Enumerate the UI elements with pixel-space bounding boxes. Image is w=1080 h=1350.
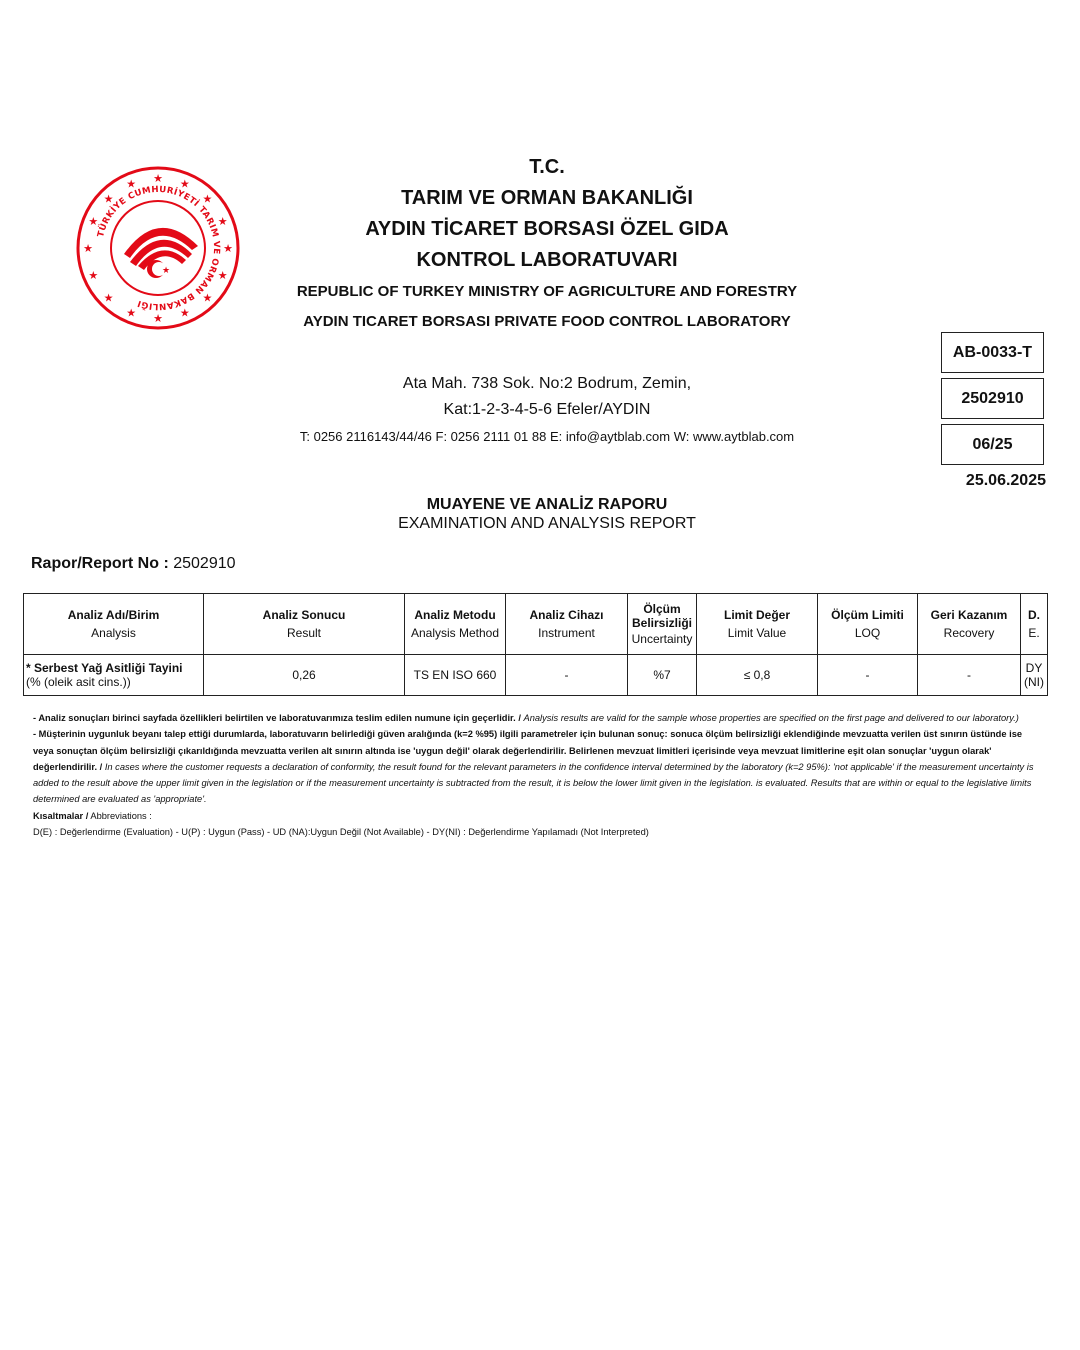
evaluation-cell: DY (NI) <box>1021 655 1048 696</box>
logo-star-icon: ★ <box>217 268 228 282</box>
results-table <box>23 593 1048 696</box>
header-evaluation: D. E. <box>1021 594 1048 655</box>
abbreviations-heading: Kısaltmalar / Abbreviations : <box>33 810 152 821</box>
analysis-name-cell: * Serbest Yağ Asitliği Tayini (% (oleik asit cins.)) <box>24 655 204 696</box>
revision-code: 06/25 <box>972 435 1013 453</box>
result-cell: 0,26 <box>204 655 405 696</box>
report-title: MUAYENE VE ANALİZ RAPORU <box>426 496 668 513</box>
report-code-box <box>941 378 1044 419</box>
header-limit: Limit Değer Limit Value <box>697 594 818 655</box>
contact-info: T: 0256 2116143/44/46 F: 0256 2111 01 88 E: info@aytblab.com W: www.aytblab.com <box>299 429 795 444</box>
loq-cell: - <box>818 655 918 696</box>
english-lab-line: AYDIN TICARET BORSASI PRIVATE FOOD CONTROL LABORATORY <box>303 313 791 330</box>
logo-star-icon: ★ <box>202 291 213 305</box>
ministry-logo <box>76 166 240 330</box>
header-result: Analiz Sonucu Result <box>204 594 405 655</box>
recovery-cell: - <box>918 655 1021 696</box>
logo-star-icon: ★ <box>126 177 137 191</box>
report-number-label: Rapor/Report No : <box>31 555 169 572</box>
logo-star-icon: ★ <box>103 291 114 305</box>
header-tc: T.C. <box>529 156 565 178</box>
logo-star-icon: ★ <box>153 312 163 325</box>
logo-star-icon: ★ <box>83 242 93 255</box>
logo-star-icon: ★ <box>179 177 190 191</box>
header-uncertainty: Ölçüm Belirsizliği Uncertainty <box>628 594 697 655</box>
revision-box <box>941 424 1044 465</box>
form-code-box <box>941 332 1044 373</box>
report-subtitle: EXAMINATION AND ANALYSIS REPORT <box>398 515 696 532</box>
header-instrument: Analiz Cihazı Instrument <box>506 594 628 655</box>
svg-text:★: ★ <box>162 266 171 276</box>
table-row <box>24 655 1048 696</box>
limit-cell: ≤ 0,8 <box>697 655 818 696</box>
logo-star-icon: ★ <box>88 268 99 282</box>
notes-section <box>33 710 1038 840</box>
logo-star-icon: ★ <box>223 242 233 255</box>
address-line2: Kat:1-2-3-4-5-6 Efeler/AYDIN <box>443 401 651 418</box>
logo-ring-text: TÜRKİYE CUMHURİYETİ TARIM VE ORMAN BAKANLIĞI <box>96 184 222 312</box>
note-validity: - Analiz sonuçları birinci sayfada özellikleri belirtilen ve laboratuvarımıza teslim edilen numune için geçerlidir. / Analysis results are valid for the sample whose properties are specified on the first page and delivered to our laboratory.) <box>33 713 1019 723</box>
logo-star-icon: ★ <box>88 215 99 229</box>
report-code: 2502910 <box>961 389 1024 407</box>
lab-name-line1: AYDIN TİCARET BORSASI ÖZEL GIDA <box>365 218 729 240</box>
table-header-row <box>24 594 1048 655</box>
english-ministry-line: REPUBLIC OF TURKEY MINISTRY OF AGRICULTURE AND FORESTRY <box>296 283 798 300</box>
method-cell: TS EN ISO 660 <box>405 655 506 696</box>
uncertainty-cell: %7 <box>628 655 697 696</box>
address-line1: Ata Mah. 738 Sok. No:2 Bodrum, Zemin, <box>402 375 692 392</box>
report-number <box>31 555 236 573</box>
header-recovery: Geri Kazanım Recovery <box>918 594 1021 655</box>
report-number-value: 2502910 <box>173 555 236 572</box>
logo-star-icon: ★ <box>202 192 213 206</box>
ministry-name: TARIM VE ORMAN BAKANLIĞI <box>401 187 693 209</box>
logo-star-icon: ★ <box>103 192 114 206</box>
instrument-cell: - <box>506 655 628 696</box>
abbreviations-text: D(E) : Değerlendirme (Evaluation) - U(P) : Uygun (Pass) - UD (NA):Uygun Değil (Not Available) - DY(NI) : Değerlendirme Yapılamadı (Not Interpreted) <box>33 827 649 838</box>
header-analysis: Analiz Adı/Birim Analysis <box>24 594 204 655</box>
logo-star-icon: ★ <box>179 306 190 320</box>
report-date: 25.06.2025 <box>965 472 1046 489</box>
form-code: AB-0033-T <box>952 343 1033 361</box>
note-conformity: - Müşterinin uygunluk beyanı talep ettiği durumlarda, laboratuvarın belirlediği güven aralığında (k=2 %95) ilgili parametreler için bulunan sonuç: sonuca ölçüm belirsizliği eklendiğinde mevzuatta verilen üst sınırın üstünde ise veya sonuçtan ölçüm belirsizliği çıkarıldığında mevzuatta verilen alt sınırın altında ise 'uygun değil' olarak değerlendirilir. Belirlenen mevzuat limitleri içerisinde veya mevzuat limitlerine eşit olan sonuçlar 'uygun olarak' değerlendirilir. / In cases where the customer requests a declaration of conformity, the result found for the relevant parameters in the confidence interval determined by the laboratory (k=2 95%): 'not applicable' if the measurement uncertainty is added to the result above the upper limit given in the legislation or if the measurement uncertainty is subtracted from the result, it is below the lower limit given in the legislation. is evaluated. Results that are within or equal to the legislative limits determined are evaluated as 'appropriate'. <box>33 729 1034 805</box>
header-method: Analiz Metodu Analysis Method <box>405 594 506 655</box>
logo-star-icon: ★ <box>153 172 163 185</box>
logo-star-icon: ★ <box>217 215 228 229</box>
logo-star-icon: ★ <box>126 306 137 320</box>
lab-name-line2: KONTROL LABORATUVARI <box>416 249 678 271</box>
header-loq: Ölçüm Limiti LOQ <box>818 594 918 655</box>
